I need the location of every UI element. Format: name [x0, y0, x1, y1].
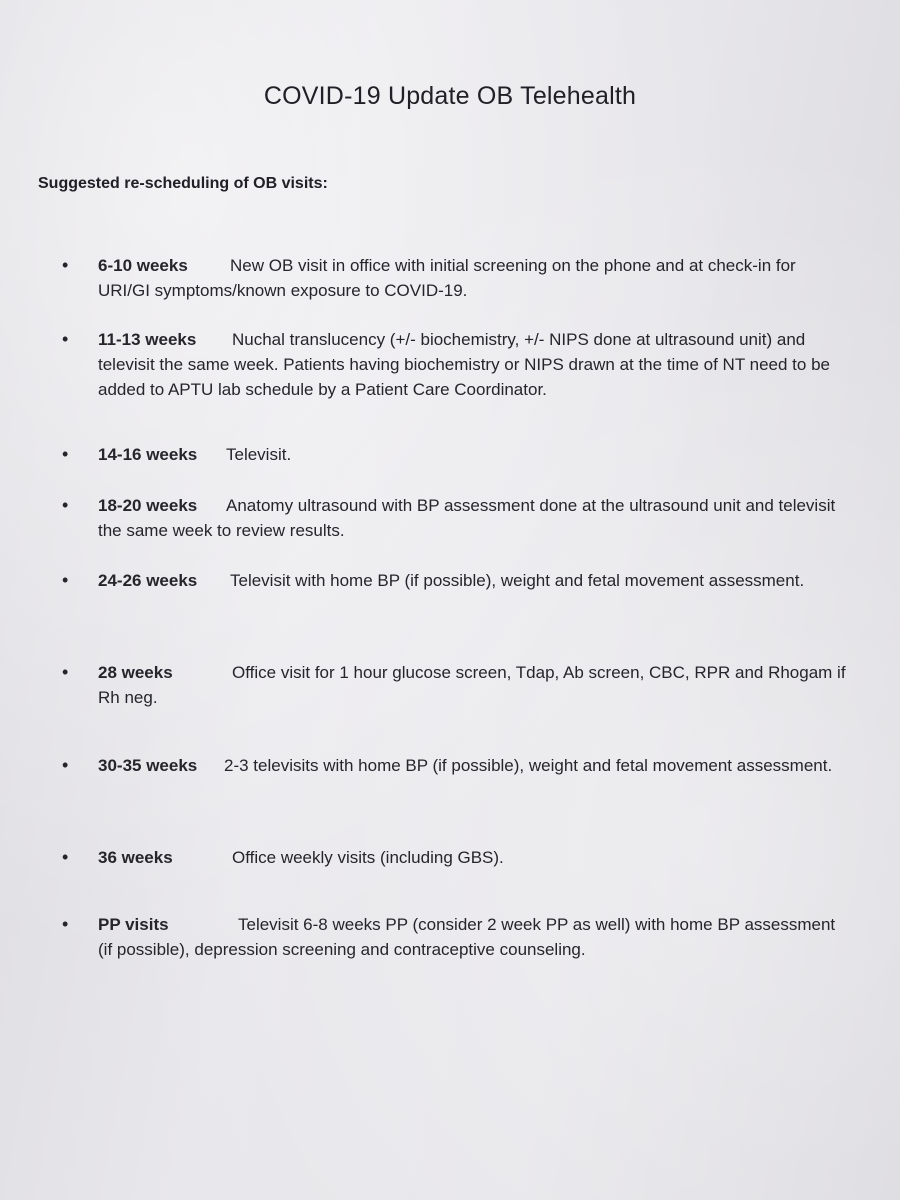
- list-item-6-10-weeks: [62, 253, 852, 303]
- item-label: 24-26 weeks: [98, 571, 198, 590]
- item-text: Televisit with home BP (if possible), weight and fetal movement assessment.: [230, 571, 805, 590]
- list-item-pp-visits: [62, 912, 852, 962]
- item-label: PP visits: [98, 915, 169, 934]
- item-text: Nuchal translucency (+/- biochemistry, +/- NIPS done at ultrasound unit) and televisit the same week. Patients having biochemistry or NIPS drawn at the time of NT need to be added to APTU lab schedule by a Patient Care Coordinator.: [98, 330, 830, 399]
- bullet: •: [62, 444, 69, 464]
- list-item-14-16-weeks: [62, 442, 852, 467]
- item-label: 28 weeks: [98, 663, 173, 682]
- item-text: 2-3 televisits with home BP (if possible), weight and fetal movement assessment.: [224, 756, 833, 775]
- bullet: •: [62, 662, 69, 682]
- bullet: •: [62, 495, 69, 515]
- item-text: Anatomy ultrasound with BP assessment done at the ultrasound unit and televisit the same week to review results.: [98, 496, 836, 540]
- bullet: •: [62, 329, 69, 349]
- list-item-30-35-weeks: [62, 753, 852, 778]
- item-text: New OB visit in office with initial screening on the phone and at check-in for URI/GI symptoms/known exposure to COVID-19.: [98, 256, 796, 300]
- bullet: •: [62, 755, 69, 775]
- item-label: 6-10 weeks: [98, 256, 188, 275]
- item-label: 11-13 weeks: [98, 330, 197, 349]
- list-item-28-weeks: [62, 660, 852, 710]
- item-text: Office weekly visits (including GBS).: [232, 848, 504, 867]
- bullet: •: [62, 914, 69, 934]
- bullet: •: [62, 255, 69, 275]
- section-heading: Suggested re-scheduling of OB visits:: [38, 175, 328, 192]
- item-text: Televisit.: [226, 445, 292, 464]
- list-item-24-26-weeks: [62, 568, 852, 593]
- item-label: 18-20 weeks: [98, 496, 198, 515]
- list-item-11-13-weeks: [62, 327, 852, 402]
- item-label: 14-16 weeks: [98, 445, 198, 464]
- document-title: COVID-19 Update OB Telehealth: [263, 82, 637, 110]
- bullet: •: [62, 847, 69, 867]
- item-label: 30-35 weeks: [98, 756, 198, 775]
- item-text: Office visit for 1 hour glucose screen, Tdap, Ab screen, CBC, RPR and Rhogam if Rh neg.: [98, 663, 846, 707]
- list-item-36-weeks: [62, 845, 852, 870]
- list-item-18-20-weeks: [62, 493, 852, 543]
- item-label: 36 weeks: [98, 848, 173, 867]
- item-text: Televisit 6-8 weeks PP (consider 2 week PP as well) with home BP assessment (if possible), depression screening and contraceptive counseling.: [98, 915, 836, 959]
- bullet: •: [62, 570, 69, 590]
